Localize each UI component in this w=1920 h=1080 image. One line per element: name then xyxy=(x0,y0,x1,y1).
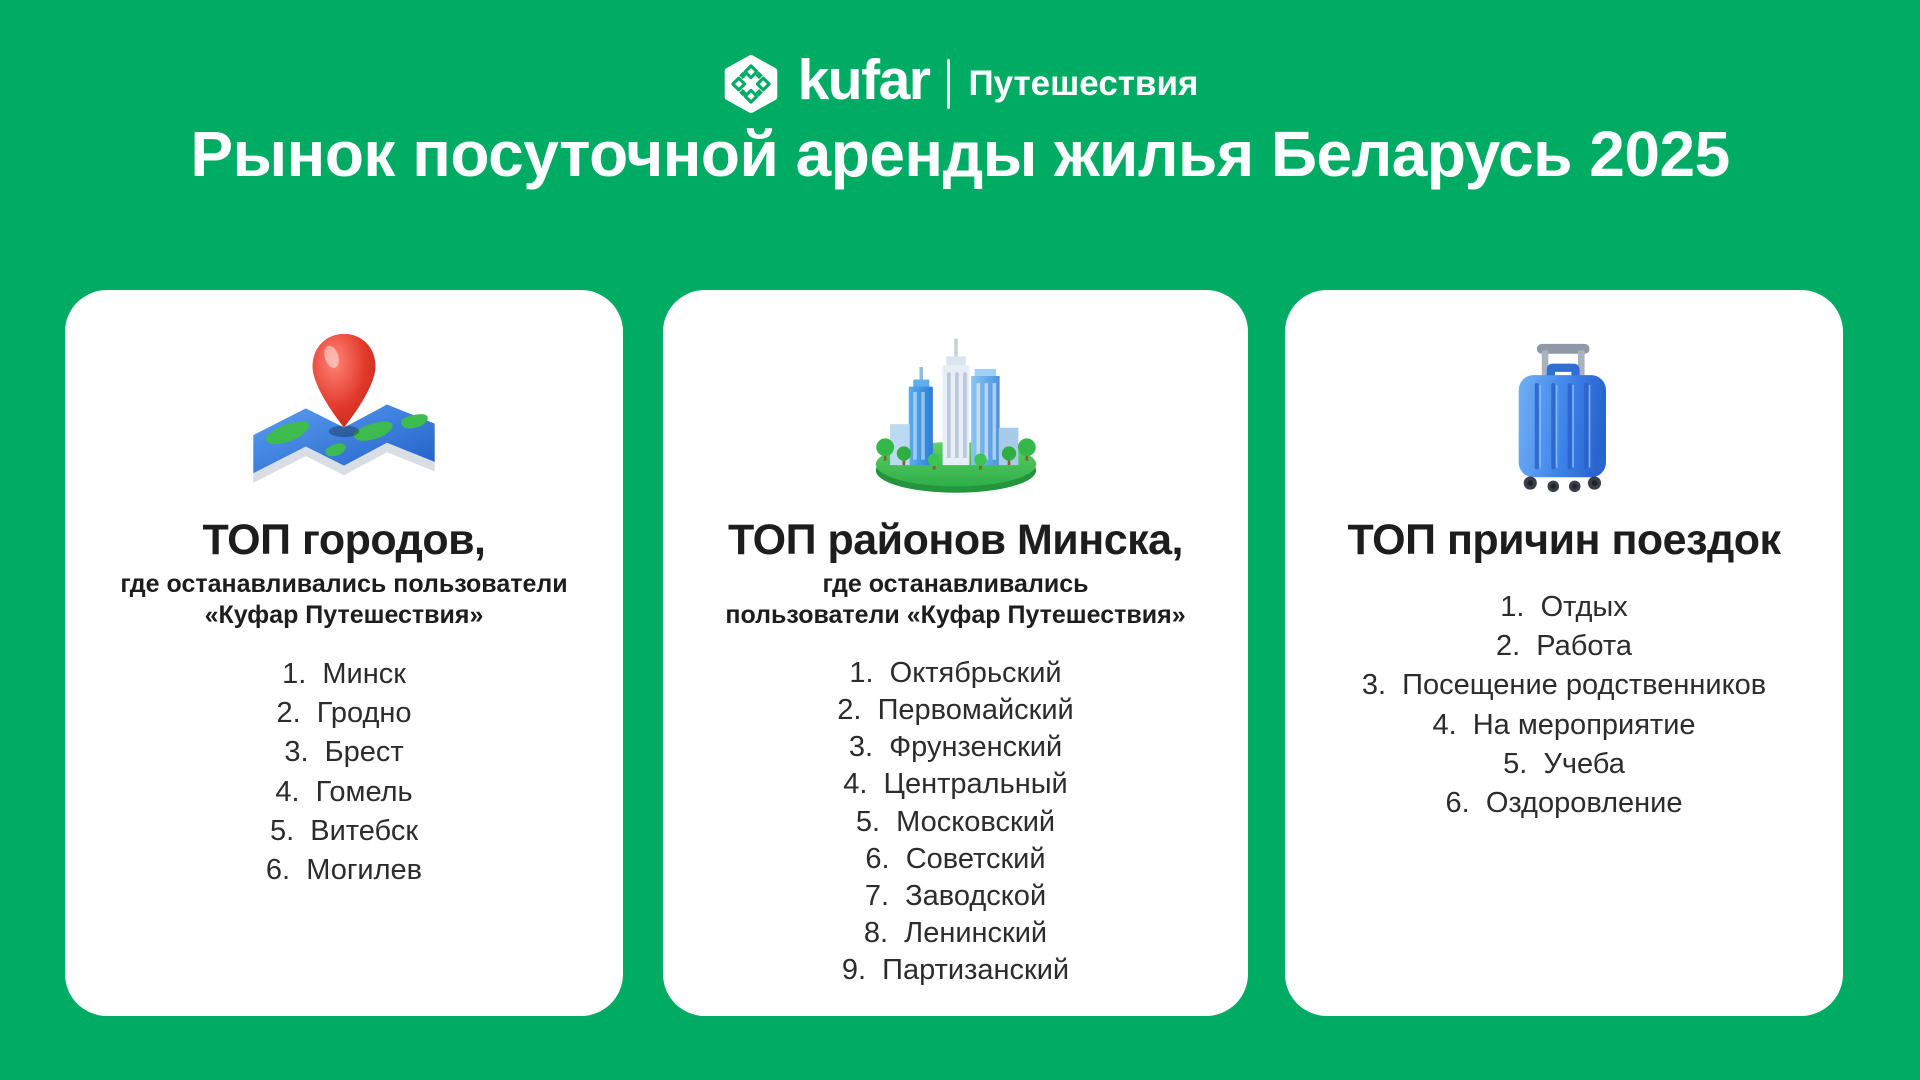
card-top-trip-reasons xyxy=(1285,290,1843,1016)
card-subtitle-line: где останавливались xyxy=(822,570,1089,599)
card-subtitle xyxy=(725,569,1185,631)
suitcase-icon xyxy=(1494,324,1634,512)
map-pin-icon xyxy=(239,320,449,512)
product-name: Путешествия xyxy=(968,63,1199,103)
list-item: 4. Гомель xyxy=(275,775,413,808)
list-item: 2. Гродно xyxy=(276,697,412,730)
list-item: 3. Фрунзенский xyxy=(848,731,1063,764)
card-subtitle-line: где останавливались пользователи xyxy=(120,570,568,599)
card-top-cities xyxy=(65,290,623,1016)
card-title: ТОП районов Минска, xyxy=(727,516,1184,564)
list-item: 1. Отдых xyxy=(1500,591,1628,624)
card-subtitle-line: «Куфар Путешествия» xyxy=(204,601,484,630)
list-item: 1. Минск xyxy=(282,658,406,691)
list-item: 3. Брест xyxy=(284,736,404,769)
card-title: ТОП городов, xyxy=(202,516,486,564)
list-item: 6. Оздоровление xyxy=(1445,786,1683,819)
list-item: 2. Работа xyxy=(1496,630,1632,663)
card-list xyxy=(266,655,422,890)
city-buildings-icon xyxy=(858,322,1054,512)
list-item: 4. Центральный xyxy=(843,768,1068,801)
list-item: 7. Заводской xyxy=(864,879,1047,912)
card-list xyxy=(1362,588,1766,823)
card-title: ТОП причин поездок xyxy=(1347,516,1781,564)
card-subtitle xyxy=(120,569,567,631)
card-icon-wrap xyxy=(858,304,1054,512)
card-subtitle-line: пользователи «Куфар Путешествия» xyxy=(725,601,1186,630)
list-item: 3. Посещение родственников xyxy=(1361,669,1767,702)
logo-divider xyxy=(947,59,950,109)
brand-name: kufar xyxy=(797,48,930,112)
list-item: 2. Первомайский xyxy=(837,694,1074,727)
card-top-districts xyxy=(663,290,1248,1016)
list-item: 5. Учеба xyxy=(1503,747,1625,780)
list-item: 8. Ленинский xyxy=(863,916,1048,949)
card-icon-wrap xyxy=(1494,304,1634,512)
list-item: 5. Витебск xyxy=(269,814,419,847)
kufar-hexagon-icon xyxy=(722,55,780,113)
kufar-logo xyxy=(0,48,1920,115)
card-list xyxy=(837,655,1073,989)
page-title: Рынок посуточной аренды жилья Беларусь 2025 xyxy=(190,118,1730,190)
list-item: 6. Советский xyxy=(865,842,1046,875)
list-item: 5. Московский xyxy=(855,805,1056,838)
card-icon-wrap xyxy=(239,304,449,512)
list-item: 1. Октябрьский xyxy=(849,657,1062,690)
list-item: 9. Партизанский xyxy=(841,954,1070,987)
list-item: 6. Могилев xyxy=(265,853,423,886)
list-item: 4. На мероприятие xyxy=(1432,708,1696,741)
